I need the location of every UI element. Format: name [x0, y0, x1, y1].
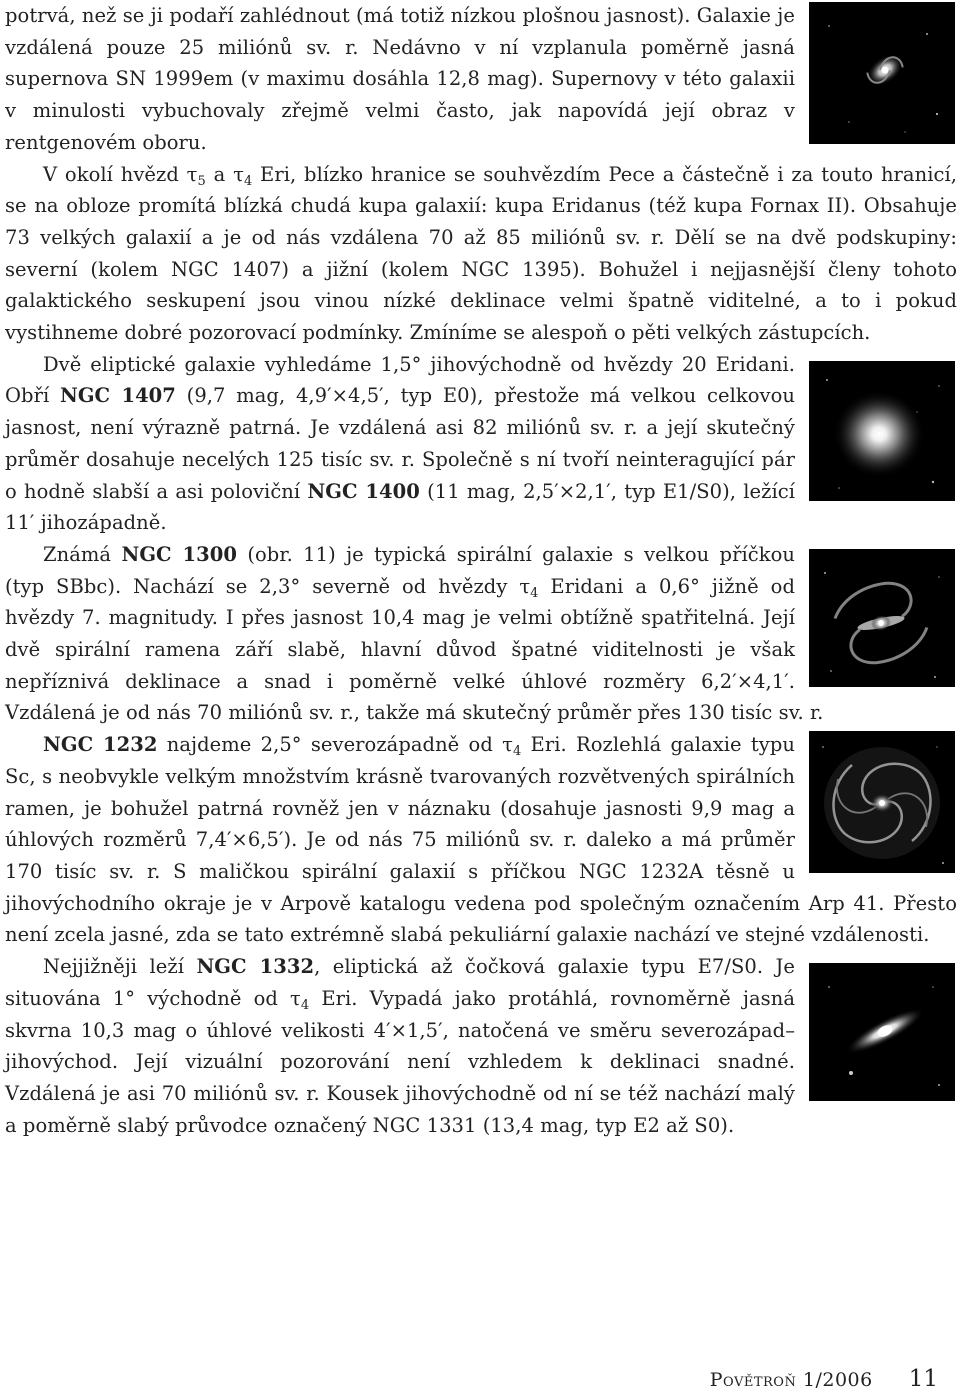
magazine-issue: Povětroň 1/2006 [709, 1369, 873, 1391]
paragraph-4: Známá NGC 1300 (obr. 11) je typická spirální galaxie s velkou příčkou (typ SBbc). Nachází se 2,3° severně od hvězdy $\tau_4$ Eridani a 0,6° jižně od hvězdy 7. magnitudy. I přes jasnost 10,4 mag je velmi obtížně spatřitelná. Její dvě spirální ramena září slabě, hlavní důvod špatné viditelnosti je však nepříznivá deklinace a snad i poměrně velké úhlové rozměry 6,2′×4,1′. Vzdálená je od nás 70 miliónů sv. r., takže má skutečný průměr přes 130 tisíc sv. r. [5, 539, 957, 729]
ngc1400-label: NGC 1400 [307, 479, 420, 503]
ngc1332-label: NGC 1332 [196, 955, 315, 979]
galaxy-photo-ngc1232 [809, 731, 955, 873]
paragraph-5: NGC 1232 najdeme 2,5° severozápadně od $\tau_4$ Eri. Rozlehlá galaxie typu Sc, s neobvykle velkým množstvím krásně tvarovaných rozvětvených spirálních ramen, je bohužel patrná rovněž jen v náznaku (dosahuje jasnosti 9,9 mag a úhlových rozměrů 7,4′×6,5′). Je od nás 75 miliónů sv. r. daleko a má průměr 170 tisíc sv. r. S maličkou spirální galaxií s příčkou NGC 1232A těsně u jihovýchodního okraje je v Arpově katalogu vedena pod společným označením Arp 41. Přesto není zcela jasné, zda se tato extrémně slabá pekuliární galaxie nachází ve stejné vzdálenosti. [5, 733, 957, 947]
page-number: 11 [908, 1366, 938, 1392]
ngc1300-label: NGC 1300 [121, 542, 238, 566]
paragraph-3: Dvě eliptické galaxie vyhledáme 1,5° jihovýchodně od hvězdy 20 Eridani. Obří NGC 1407 (9,7 mag, 4,9′×4,5′, typ E0), přestože má velkou celkovou jasnost, není výrazně patrná. Je vzdálená asi 82 miliónů sv. r. a její skutečný průměr dosahuje necelých 125 tisíc sv. r. Společně s ní tvoří neinteragující pár o hodně slabší a asi poloviční NGC 1400 (11 mag, 2,5′×2,1′, typ E1/S0), ležící 11′ jihozápadně. [5, 349, 957, 539]
ngc1232-label: NGC 1232 [43, 733, 158, 757]
paragraph-6: Nejjižněji leží NGC 1332, eliptická až čočková galaxie typu E7/S0. Je situována 1° východně od $\tau_4$ Eri. Vypadá jako protáhlá, rovnoměrně jasná skvrna 10,3 mag o úhlové velikosti 4′×1,5′, natočená ve směru severozápad–jihovýchod. Její vizuální pozorování není vzhledem k deklinaci snadné. Vzdálená je asi 70 miliónů sv. r. Kousek jihovýchodně od ní se též nachází malý a poměrně slabý průvodce označený NGC 1331 (13,4 mag, typ E2 až S0). [5, 951, 957, 1141]
ngc1407-label: NGC 1407 [59, 384, 176, 408]
galaxy-photo-ngc1300 [809, 549, 955, 687]
paragraph-2: V okolí hvězd $\tau_5$ a $\tau_4$ Eri, blízko hranice se souhvězdím Pece a částečně i za touto hranicí, se na obloze promítá blízká chudá kupa galaxií: kupa Eridanus (též kupa Fornax II). Obsahuje 73 velkých galaxií a je od nás vzdálena 70 až 85 miliónů sv. r. Dělí se na dvě podskupiny: severní (kolem NGC 1407) a jižní (kolem NGC 1395). Bohužel i nejjasnější členy tohoto galaktického seskupení jsou vinou nízké deklinace velmi špatně viditelné, a to i pokud vystihneme dobré pozorovací podmínky. Zmíníme se alespoň o pěti velkých zástupcích. [5, 162, 958, 345]
galaxy-photo-ngc1332 [809, 963, 955, 1101]
paragraph-1-text: potrvá, než se ji podaří zahlédnout (má totiž nízkou plošnou jasnost). Galaxie je vzdálená pouze 25 miliónů sv. r. Nedávno v ní vzplanula poměrně jasná supernova SN 1999em (v maximu dosáhla 12,8 mag). Supernovy v této galaxii v minulosti vybuchovaly zřejmě velmi často, jak napovídá její obraz v rentgenovém oboru. [5, 4, 795, 154]
galaxy-photo-ngc1407 [809, 361, 955, 501]
paragraph-1 [5, 0, 957, 159]
galaxy-photo-1 [809, 2, 955, 144]
page-footer [710, 1366, 938, 1392]
article-body [5, 0, 957, 1141]
